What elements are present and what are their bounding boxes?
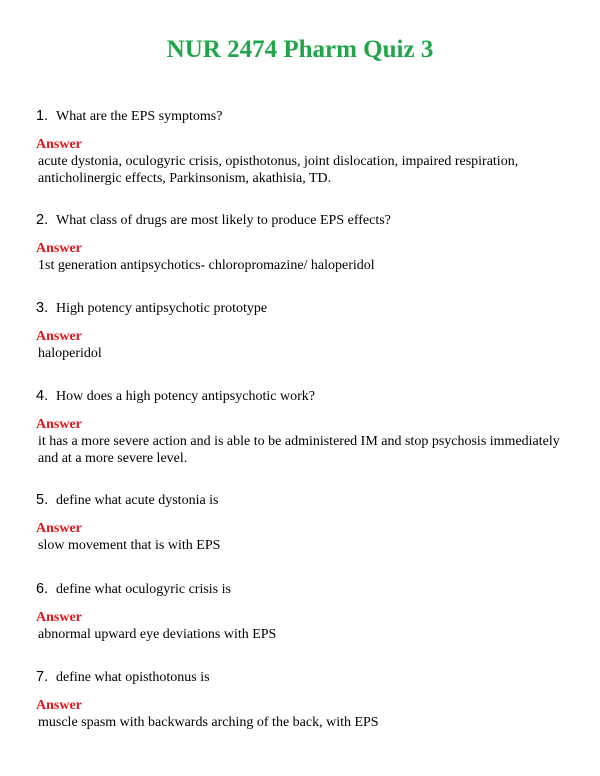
qa-item-6 [36, 580, 566, 643]
question-text: define what opisthotonus is [56, 670, 210, 685]
answer-label: Answer [36, 698, 82, 713]
question-number: 4. [36, 388, 49, 404]
question-text: How does a high potency antipsychotic work? [56, 389, 315, 404]
question-text: What are the EPS symptoms? [56, 109, 223, 124]
question-text: High potency antipsychotic prototype [56, 301, 268, 316]
answer-label: Answer [36, 417, 82, 432]
answer-text: haloperidol [38, 346, 102, 361]
answer-text: muscle spasm with backwards arching of the back, with EPS [38, 715, 379, 730]
page-title: NUR 2474 Pharm Quiz 3 [166, 36, 434, 63]
answer-text: 1st generation antipsychotics- chloropromazine/ haloperidol [38, 258, 375, 273]
question [36, 668, 566, 687]
question [36, 211, 566, 230]
qa-item-7 [36, 668, 566, 731]
answer-label: Answer [36, 137, 82, 152]
question-number: 2. [36, 212, 49, 228]
question [36, 107, 566, 126]
answer-text: slow movement that is with EPS [38, 538, 221, 553]
question-number: 7. [36, 669, 49, 685]
question [36, 387, 566, 406]
answer-text: abnormal upward eye deviations with EPS [38, 627, 277, 642]
question-number: 3. [36, 300, 49, 316]
answer-label: Answer [36, 329, 82, 344]
question [36, 491, 566, 510]
qa-item-5 [36, 491, 566, 554]
qa-item-4 [36, 387, 566, 467]
question-text: define what oculogyric crisis is [56, 582, 231, 597]
qa-item-1 [36, 107, 566, 187]
question-text: define what acute dystonia is [56, 493, 219, 508]
question-text: What class of drugs are most likely to produce EPS effects? [56, 213, 391, 228]
answer-label: Answer [36, 610, 82, 625]
answer-text: acute dystonia, oculogyric crisis, opisthotonus, joint dislocation, impaired respiration, anticholinergic effects, Parkinsonism, akathisia, TD. [38, 154, 519, 186]
qa-item-3 [36, 299, 566, 362]
answer-text: it has a more severe action and is able to be administered IM and stop psychosis immediately and at a more severe level. [38, 434, 560, 466]
question [36, 580, 566, 599]
question-number: 6. [36, 581, 49, 597]
question-number: 5. [36, 492, 49, 508]
qa-item-2 [36, 211, 566, 274]
question-number: 1. [36, 108, 49, 124]
answer-label: Answer [36, 241, 82, 256]
answer-label: Answer [36, 521, 82, 536]
question [36, 299, 566, 318]
